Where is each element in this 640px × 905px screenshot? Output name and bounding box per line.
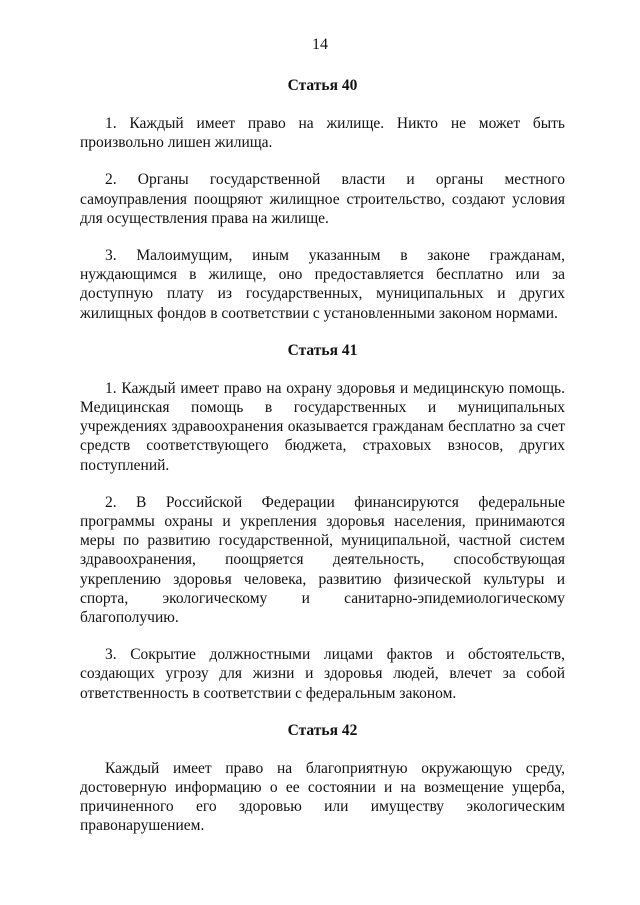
document-content xyxy=(80,76,565,854)
article-42 xyxy=(80,721,565,836)
article-title: Статья 41 xyxy=(287,341,358,359)
page-number: 14 xyxy=(312,36,328,53)
article-paragraph: 1. Каждый имеет право на охрану здоровья и медицинскую помощь. Медицинская помощь в государственных и муниципальных учреждениях здравоохранения оказывается гражданам бесплатно за счет средств соответствующего бюджета, страховых взносов, других поступлений. xyxy=(80,379,565,474)
article-title: Статья 40 xyxy=(287,77,358,94)
article-paragraph: 3. Сокрытие должностными лицами фактов и обстоятельств, создающих угрозу для жизни и здоровья людей, влечет за собой ответственность в соответствии с федеральным законом. xyxy=(80,646,565,702)
article-paragraph: 1. Каждый имеет право на жилище. Никто не может быть произвольно лишен жилища. xyxy=(80,115,565,152)
article-title: Статья 42 xyxy=(287,721,358,739)
article-paragraph: 2. Органы государственной власти и органы местного самоуправления поощряют жилищное строительство, создают условия для осуществления права на жилище. xyxy=(80,171,565,227)
article-40 xyxy=(80,76,565,323)
article-41 xyxy=(80,341,565,703)
article-paragraph: 3. Малоимущим, иным указанным в законе гражданам, нуждающимся в жилище, оно предоставляется бесплатно или за доступную плату из государственных, муниципальных и других жилищных фондов в соответствии с установленными законом нормами. xyxy=(80,247,565,322)
article-paragraph: 2. В Российской Федерации финансируются федеральные программы охраны и укрепления здоровья населения, принимаются меры по развитию государственной, муниципальной, частной систем здравоохранения, поощряется деятельность, способствующая укреплению здоровья человека, развитию физической культуры и спорта, экологическому и санитарно-эпидемиологическому благополучию. xyxy=(80,493,565,627)
article-paragraph: Каждый имеет право на благоприятную окружающую среду, достоверную информацию о ее состоянии и на возмещение ущерба, причиненного его здоровью или имуществу экологическим правонарушением. xyxy=(80,759,565,835)
